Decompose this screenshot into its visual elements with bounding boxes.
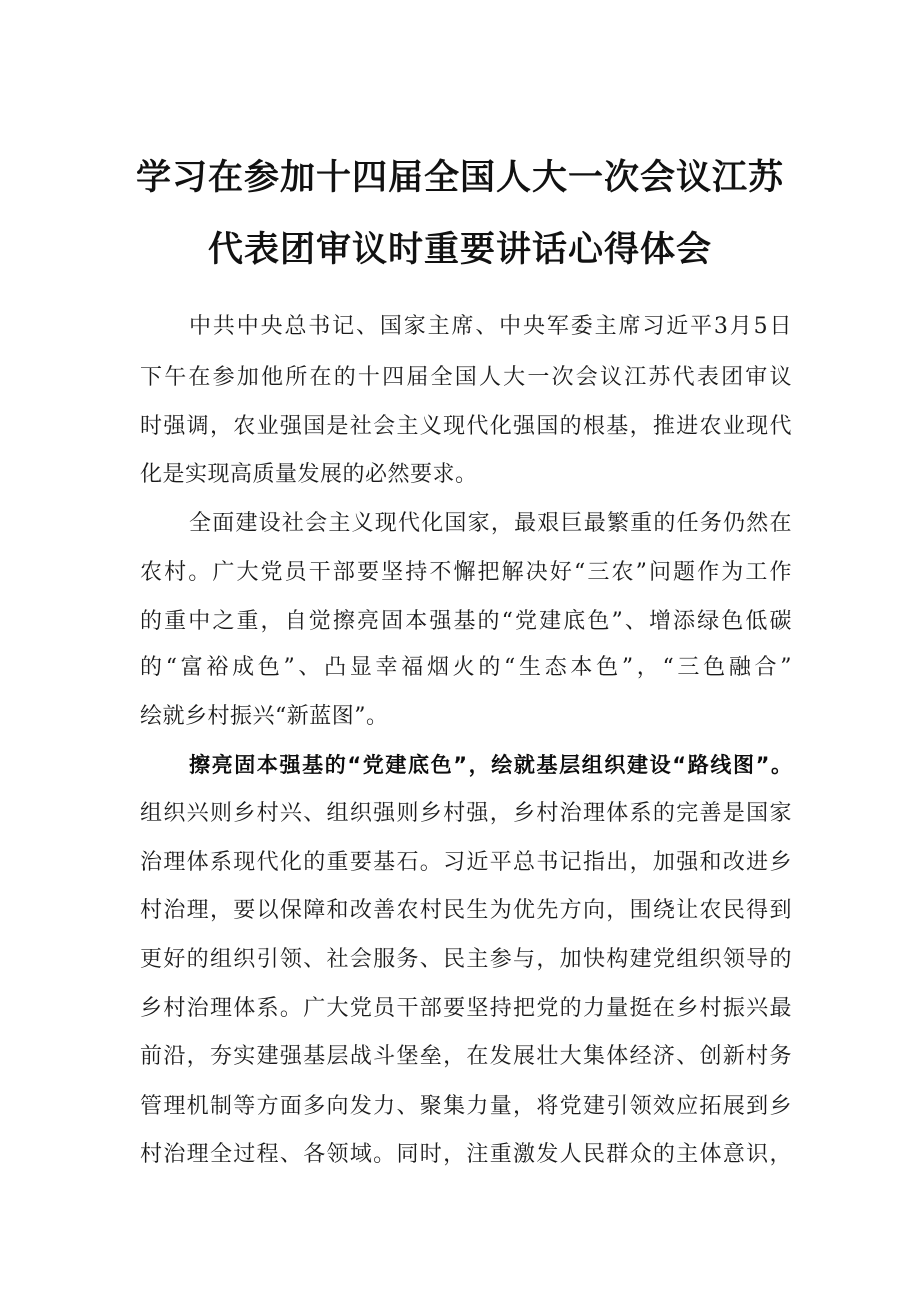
paragraph-2-line-1: 全面建设社会主义现代化国家，最艰巨最繁重的任务仍然在 <box>189 511 792 536</box>
document-title-line-1: 学习在参加十四届全国人大一次会议江苏 <box>135 158 784 198</box>
paragraph-2-line-3: 的重中之重，自觉擦亮固本强基的“党建底色”、增添绿色低碳 <box>140 609 792 634</box>
paragraph-1-line-2: 下午在参加他所在的十四届全国人大一次会议江苏代表团审议 <box>140 365 792 390</box>
paragraph-3-line-8: 村治理全过程、各领域。同时，注重激发人民群众的主体意识， <box>140 1142 792 1167</box>
paragraph-2-line-2: 农村。广大党员干部要坚持不懈把解决好“三农”问题作为工作 <box>140 560 792 585</box>
paragraph-3-line-3: 村治理，要以保障和改善农村民生为优先方向，围绕让农民得到 <box>140 898 792 923</box>
paragraph-3-line-7: 管理机制等方面多向发力、聚集力量，将党建引领效应拓展到乡 <box>140 1094 792 1119</box>
paragraph-2-line-5: 绘就乡村振兴“新蓝图”。 <box>140 704 389 729</box>
section-heading: 擦亮固本强基的“党建底色”，绘就基层组织建设“路线图”。 <box>189 753 792 777</box>
paragraph-1-line-4: 化是实现高质量发展的必然要求。 <box>140 462 478 487</box>
document-title-line-2: 代表团审议时重要讲话心得体会 <box>207 230 712 270</box>
paragraph-1-line-3: 时强调，农业强国是社会主义现代化强国的根基，推进农业现代 <box>140 414 792 439</box>
paragraph-3-line-2: 治理体系现代化的重要基石。习近平总书记指出，加强和改进乡 <box>140 850 792 875</box>
paragraph-3-line-1: 组织兴则乡村兴、组织强则乡村强，乡村治理体系的完善是国家 <box>140 801 792 826</box>
paragraph-3-line-4: 更好的组织引领、社会服务、民主参与，加快构建党组织领导的 <box>140 947 792 972</box>
paragraph-3-line-5: 乡村治理体系。广大党员干部要坚持把党的力量挺在乡村振兴最 <box>140 996 792 1021</box>
paragraph-3-line-6: 前沿，夯实建强基层战斗堡垒，在发展壮大集体经济、创新村务 <box>140 1044 792 1069</box>
paragraph-2-line-4: 的“富裕成色”、凸显幸福烟火的“生态本色”，“三色融合” <box>140 655 792 680</box>
paragraph-1-line-1: 中共中央总书记、国家主席、中央军委主席习近平3月5日 <box>189 314 792 339</box>
